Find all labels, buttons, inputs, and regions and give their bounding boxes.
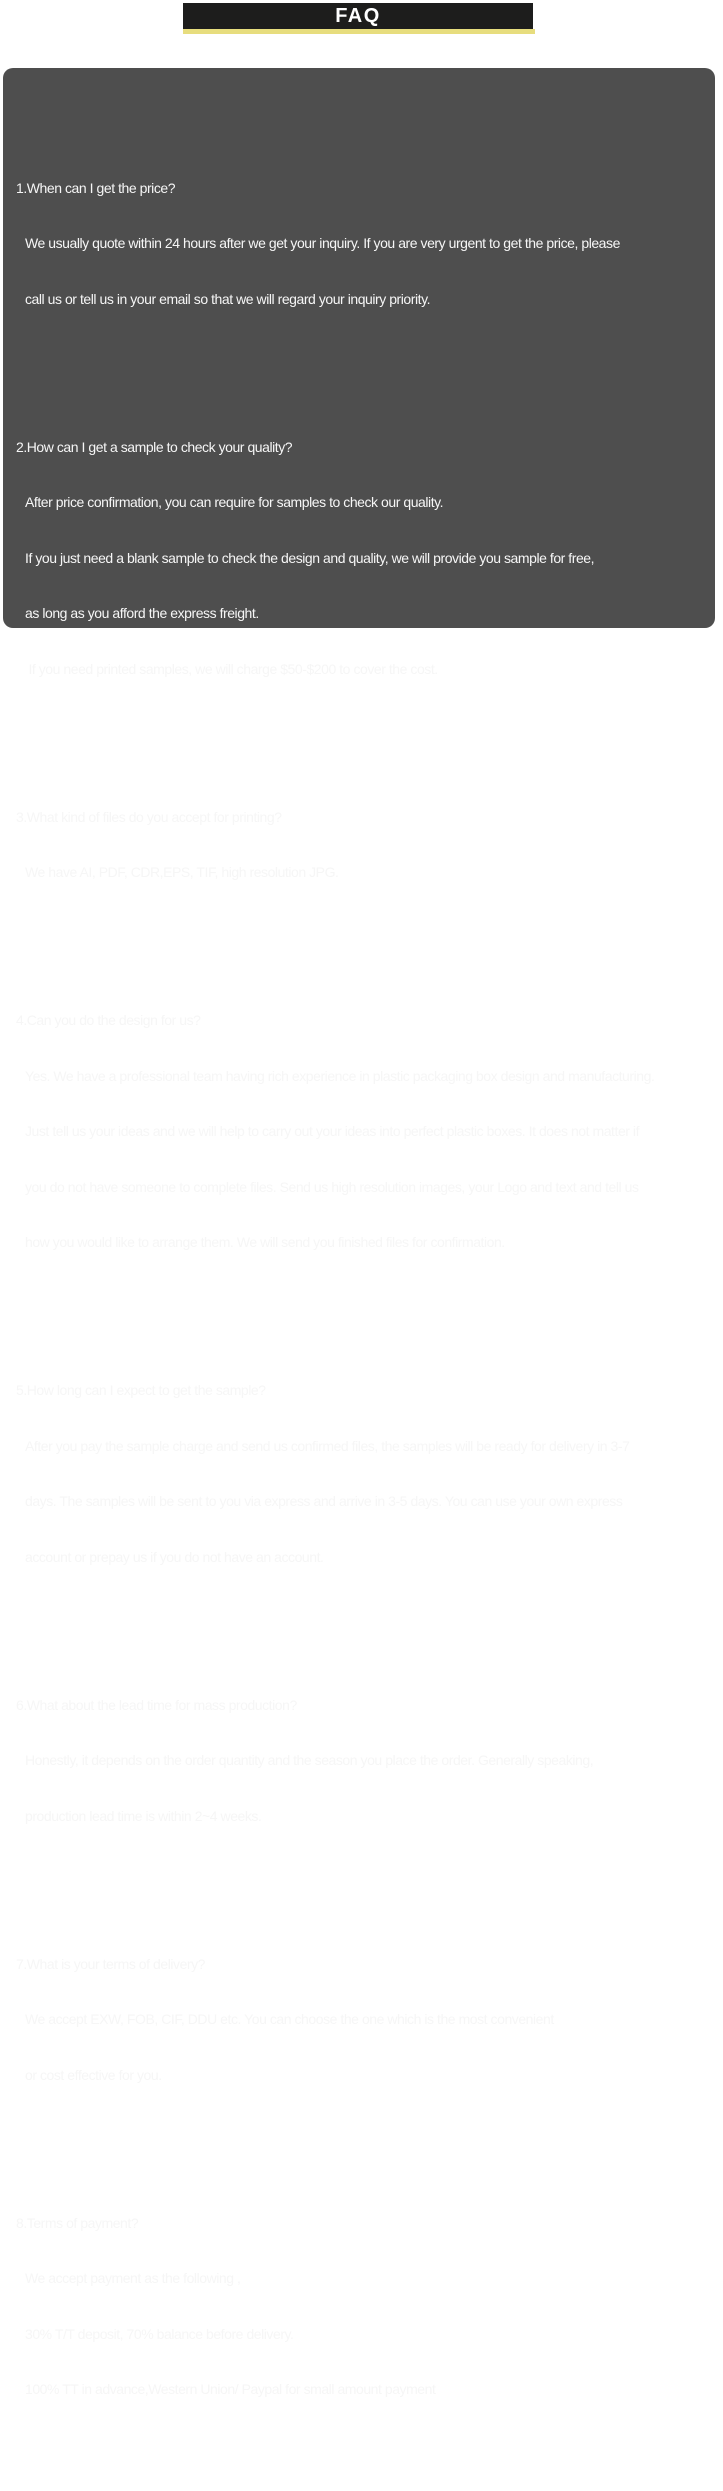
faq-question: 6.What about the lead time for mass production? — [16, 1696, 297, 1713]
faq-answer-line: you do not have someone to complete files. Send us high resolution images, your Logo and text and tell us — [25, 1178, 639, 1195]
faq-item-3 — [3, 771, 715, 919]
title-underline — [183, 29, 535, 34]
faq-question: 5.How long can I expect to get the sample? — [16, 1382, 266, 1398]
faq-answer-line: as long as you afford the express freight. — [25, 605, 259, 621]
faq-question: 1.When can I get the price? — [16, 179, 176, 196]
faq-answer-line: or cost effective for you. — [25, 2066, 162, 2083]
faq-answer-line: We accept payment as the following , — [25, 2270, 241, 2286]
faq-item-7 — [3, 1918, 715, 2122]
faq-answer-line: account or prepay us if you do not have an account. — [25, 1548, 324, 1565]
faq-answer-line: Just tell us your ideas and we will help to carry out your ideas into perfect plastic boxes. It does not matter if — [25, 1123, 640, 1139]
faq-item-6 — [3, 1659, 715, 1863]
faq-panel — [3, 68, 715, 2397]
faq-question: 2.How can I get a sample to check your quality? — [16, 438, 293, 455]
faq-answer-line: After price confirmation, you can require for samples to check our quality. — [25, 494, 444, 510]
faq-answer-line: 30% T/T deposit, 70% balance before delivery. — [25, 2325, 294, 2342]
faq-answer-line: We have AI, PDF, CDR,EPS, TIF, high resolution JPG. — [25, 864, 339, 880]
faq-answer-line: call us or tell us in your email so that we will regard your inquiry priority. — [25, 290, 431, 307]
faq-answer-line: Yes. We have a professional team having rich experience in plastic packaging box design and manufacturing. — [25, 1067, 655, 1084]
faq-answer-line: We accept EXW, FOB, CIF, DDU etc. You can choose the one which is the most convenient — [25, 2011, 554, 2027]
faq-answer-line: After you pay the sample charge and send us confirmed files, the samples will be ready for delivery in 3-7 — [25, 1437, 630, 1454]
faq-question: 7.What is your terms of delivery? — [16, 1955, 205, 1972]
faq-answer-line: If you just need a blank sample to check the design and quality, we will provide you sample for free, — [25, 549, 595, 566]
faq-question: 4.Can you do the design for us? — [16, 1012, 201, 1028]
faq-item-2 — [3, 401, 715, 716]
faq-answer-line: how you would like to arrange them. We will send you finished files for confirmation. — [25, 1234, 505, 1250]
faq-answer-line: Honestly, it depends on the order quantity and the season you place the order. Generally speaking, — [25, 1752, 594, 1768]
faq-answer-line: If you need printed samples, we will charge $50-$200 to cover the cost. — [25, 660, 438, 677]
faq-item-4 — [3, 974, 715, 1289]
faq-question: 3.What kind of files do you accept for printing? — [16, 808, 282, 825]
faq-item-1 — [3, 142, 715, 346]
faq-answer-line: 100% TT in advance,Western Union/ Paypal for small amount payment — [25, 2381, 436, 2397]
faq-title-bar — [183, 3, 533, 29]
faq-item-8 — [3, 2177, 715, 2436]
faq-answer-line: days. The samples will be sent to you via express and arrive in 3-5 days. You can use your own express — [25, 1493, 623, 1509]
faq-question: 8.Terms of payment? — [16, 2214, 139, 2231]
page-title: FAQ — [335, 4, 381, 27]
faq-answer-line: production lead time is within 2~4 weeks. — [25, 1807, 262, 1824]
faq-answer-line: We usually quote within 24 hours after we get your inquiry. If you are very urgent to get the price, please — [25, 235, 620, 251]
faq-item-5 — [3, 1344, 715, 1603]
